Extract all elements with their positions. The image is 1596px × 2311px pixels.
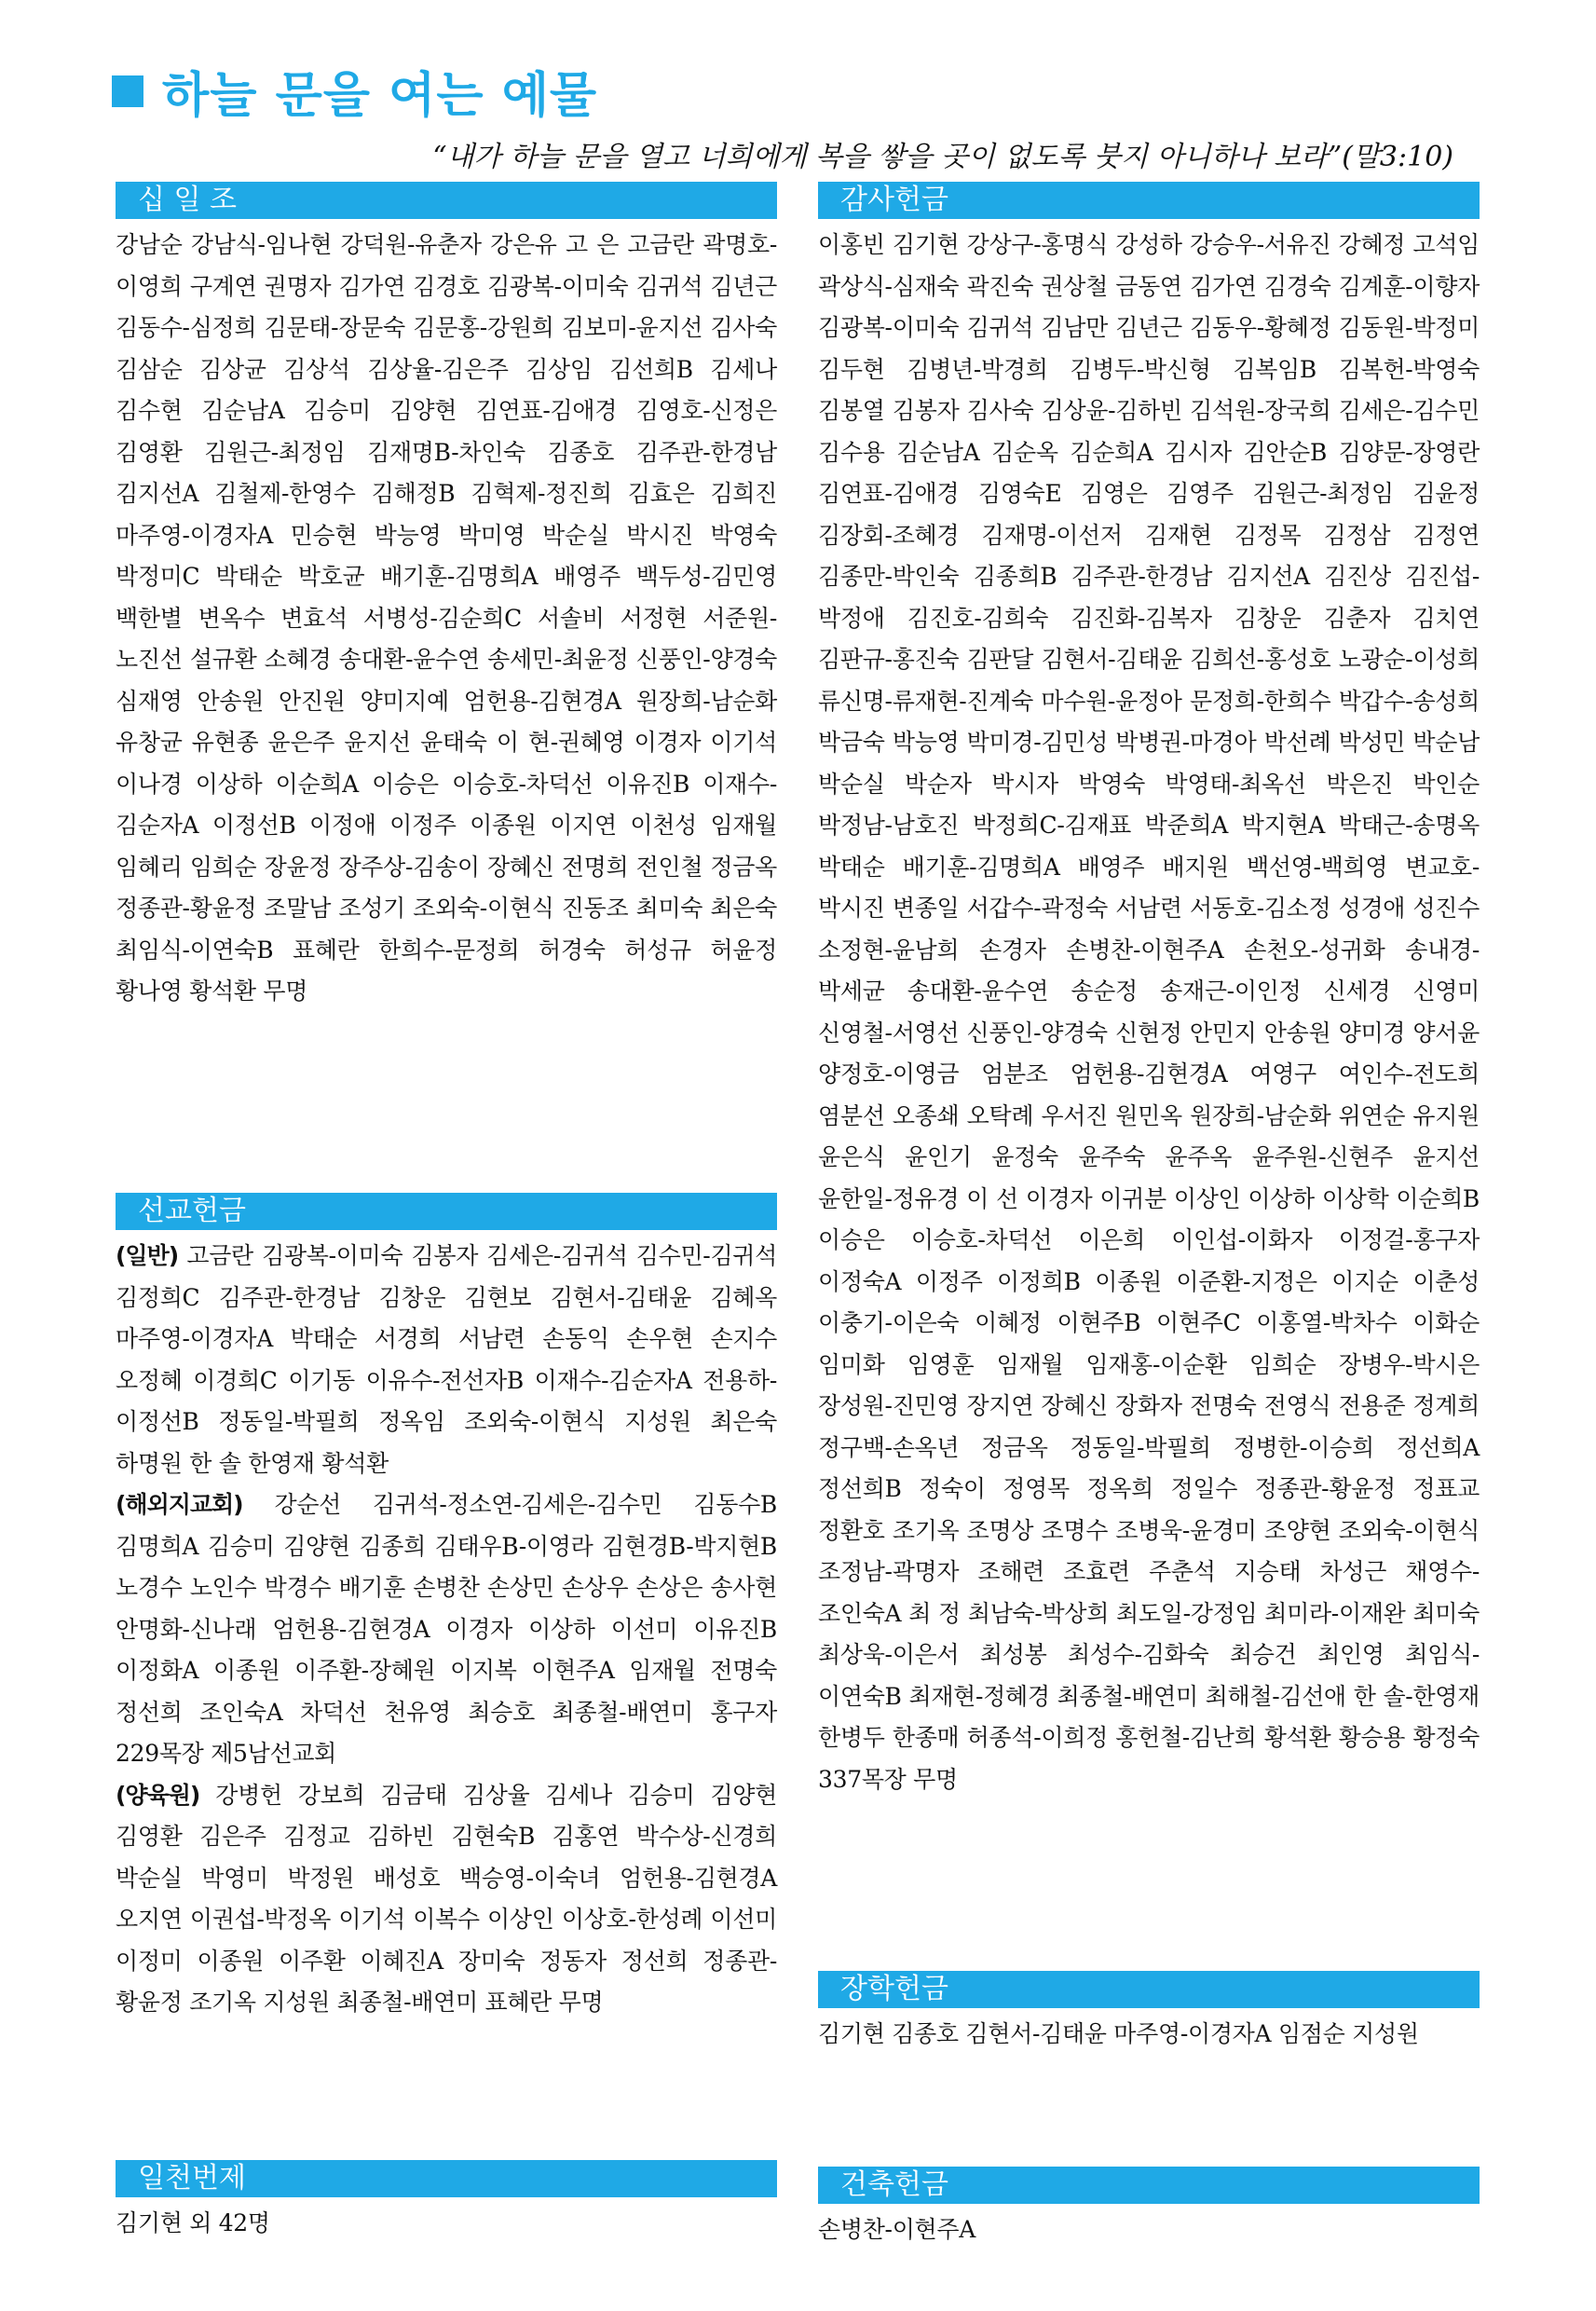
page-header bbox=[112, 56, 1491, 174]
thanksgiving-names: 이홍빈 김기현 강상구-홍명식 강성하 강승우-서유진 강혜정 고석임 곽상식-심재숙 곽진숙 권상철 금동연 김가연 김경숙 김계훈-이향자 김광복-이미숙 김귀석 김남만 김년근 김동우-황혜정 김동원-박정미 김두현 김병년-박경희 김병두-박신형 김복임B 김복헌-박영숙 김봉열 김봉자 김사숙 김상윤-김하빈 김석원-장국희 김세은-김수민 김수용 김순남A 김순옥 김순희A 김시자 김안순B 김양문-장영란 김연표-김애경 김영숙E 김영은 김영주 김원근-최정임 김윤정 김장회-조혜경 김재명-이선저 김재현 김정목 김정삼 김정연 김종만-박인숙 김종희B 김주관-한경남 김지선A 김진상 김진섭-박정애 김진호-김희숙 김진화-김복자 김창운 김춘자 김치연 김판규-홍진숙 김판달 김현서-김태윤 김희선-홍성호 노광순-이성희 류신명-류재현-진계숙 마수원-윤정아 문정희-한희수 박갑수-송성희 박금숙 박능영 박미경-김민성 박병권-마경아 박선례 박성민 박순남 박순실 박순자 박시자 박영숙 박영태-최옥선 박은진 박인순 박정남-남호진 박정희C-김재표 박준희A 박지현A 박태근-송명옥 박태순 배기훈-김명희A 배영주 배지원 백선영-백희영 변교호-박시진 변종일 서갑수-곽정숙 서남련 서동호-김소정 성경애 성진수 소정현-윤남희 손경자 손병찬-이현주A 손천오-성귀화 송내경-박세균 송대환-윤수연 송순정 송재근-이인정 신세경 신영미 신영철-서영선 신풍인-양경숙 신현정 안민지 안송원 양미경 양서윤 양정호-이영금 엄분조 엄헌용-김현경A 여영구 여인수-전도희 염분선 오종쇄 오탁례 우서진 원민옥 원장희-남순화 위연순 유지원 윤은식 윤인기 윤정숙 윤주숙 윤주옥 윤주원-신현주 윤지선 윤한일-정유경 이 선 이경자 이귀분 이상인 이상하 이상학 이순희B 이승은 이승호-차덕선 이은희 이인섭-이화자 이정걸-홍구자 이정숙A 이정주 이정희B 이종원 이준환-지정은 이지순 이춘성 이충기-이은숙 이혜정 이현주B 이현주C 이홍열-박차수 이화순 임미화 임영훈 임재월 임재홍-이순환 임희순 장병우-박시은 장성원-진민영 장지연 장혜신 장화자 전명숙 전영식 전용준 정계희 정구백-손옥년 정금옥 정동일-박필희 정병한-이승희 정선희A 정선희B 정숙이 정영목 정옥희 정일수 정종관-황윤정 정표교 정환호 조기옥 조명상 조명수 조병욱-윤경미 조양현 조외숙-이현식 조정남-곽명자 조해련 조효련 주춘석 지승태 차성근 채영수-조인숙A 최 정 최남숙-박상희 최도일-강정임 최미라-이재완 최미숙 최상욱-이은서 최성봉 최성수-김화숙 최승건 최인영 최임식-이연숙B 최재현-정혜경 최종철-배연미 최해철-김선애 한 솔-한영재 한병두 한종매 허종석-이희정 홍헌철-김난희 황석환 황승용 황정숙 337목장 무명 bbox=[818, 231, 1480, 1793]
building-title: 건축헌금 bbox=[818, 2167, 1480, 2204]
mission-group-label: (양육원) bbox=[116, 1781, 200, 1809]
building-names: 손병찬-이현주A bbox=[818, 2216, 976, 2243]
scholarship-section bbox=[818, 1971, 1480, 2056]
mission-group-label: (해외지교회) bbox=[116, 1491, 243, 1518]
mission-group-text: 고금란 김광복-이미숙 김봉자 김세은-김귀석 김수민-김귀석 김정희C 김주관-한경남 김창운 김현보 김현서-김태윤 김혜옥 마주영-이경자A 박태순 서경희 서남련 손동익 손우현 손지수 오정혜 이경희C 이기동 이유수-전선자B 이재수-김순자A 전용하-이정선B 정동일-박필희 정옥임 조외숙-이현식 지성원 최은숙 하명원 한 솔 한영재 황석환 bbox=[116, 1242, 777, 1477]
first-fruits-title: 일천번제 bbox=[116, 2160, 777, 2197]
scholarship-names: 김기현 김종호 김현서-김태윤 마주영-이경자A 임점순 지성원 bbox=[818, 2020, 1419, 2047]
scholarship-title: 장학헌금 bbox=[818, 1971, 1480, 2008]
mission-group-nursery bbox=[116, 1775, 777, 2024]
square-bullet-icon bbox=[112, 75, 143, 107]
mission-title: 선교헌금 bbox=[116, 1193, 777, 1230]
mission-names bbox=[116, 1236, 777, 2024]
mission-group-text: 강병헌 강보희 김금태 김상율 김세나 김승미 김양현 김영환 김은주 김정교 김하빈 김현숙B 김홍연 박수상-신경희 박순실 박영미 박정원 배성호 백승영-이숙녀 엄헌용-김현경A 오지연 이권섭-박정옥 이기석 이복수 이상인 이상호-한성례 이선미 이정미 이종원 이주환 이혜진A 장미숙 정동자 정선희 정종관-황윤정 조기옥 지성원 최종철-배연미 표혜란 무명 bbox=[116, 1781, 777, 2016]
first-fruits-names: 김기현 외 42명 bbox=[116, 2209, 270, 2236]
tithe-names: 강남순 강남식-임나현 강덕원-유춘자 강은유 고 은 고금란 곽명호-이영희 구계연 권명자 김가연 김경호 김광복-이미숙 김귀석 김년근 김동수-심정희 김문태-장문숙 김문홍-강원희 김보미-윤지선 김사숙 김삼순 김상균 김상석 김상율-김은주 김상임 김선희B 김세나 김수현 김순남A 김승미 김양현 김연표-김애경 김영호-신정은 김영환 김원근-최정임 김재명B-차인숙 김종호 김주관-한경남 김지선A 김철제-한영수 김해정B 김혁제-정진희 김효은 김희진 마주영-이경자A 민승현 박능영 박미영 박순실 박시진 박영숙 박정미C 박태순 박호균 배기훈-김명희A 배영주 백두성-김민영 백한별 변옥수 변효석 서병성-김순희C 서솔비 서정현 서준원-노진선 설규환 소혜경 송대환-윤수연 송세민-최윤정 신풍인-양경숙 심재영 안송원 안진원 양미지예 엄헌용-김현경A 원장희-남순화 유창균 유현종 윤은주 윤지선 윤태숙 이 현-권혜영 이경자 이기석 이나경 이상하 이순희A 이승은 이승호-차덕선 이유진B 이재수-김순자A 이정선B 이정애 이정주 이종원 이지연 이천성 임재월 임혜리 임희순 장윤정 장주상-김송이 장혜신 전명희 전인철 정금옥 정종관-황윤정 조말남 조성기 조외숙-이현식 진동조 최미숙 최은숙 최임식-이연숙B 표혜란 한희수-문정희 허경숙 허성규 허윤정 황나영 황석환 무명 bbox=[116, 231, 777, 1005]
title-row bbox=[112, 56, 1491, 126]
bible-verse: “내가 하늘 문을 열고 너희에게 복을 쌓을 곳이 없도록 붓지 아니하나 보라”(말3:10) bbox=[432, 141, 1453, 173]
mission-group-overseas bbox=[116, 1484, 777, 1775]
mission-group-text: 강순선 김귀석-정소연-김세은-김수민 김동수B 김명희A 김승미 김양현 김종희 김태우B-이영라 김현경B-박지현B 노경수 노인수 박경수 배기훈 손병찬 손상민 손상우 손상은 송사현 안명화-신나래 엄헌용-김현경A 이경자 이상하 이선미 이유진B 이정화A 이종원 이주환-장혜원 이지복 이현주A 임재월 전명숙 정선희 조인숙A 차덕선 천유영 최승호 최종철-배연미 홍구자 229목장 제5남선교회 bbox=[116, 1491, 777, 1767]
page-title: 하늘 문을 여는 예물 bbox=[162, 68, 598, 124]
mission-group-general bbox=[116, 1236, 777, 1484]
tithe-title: 십 일 조 bbox=[116, 182, 777, 219]
first-fruits-section bbox=[116, 2160, 777, 2245]
thanksgiving-section bbox=[818, 182, 1480, 1800]
thanksgiving-title: 감사헌금 bbox=[818, 182, 1480, 219]
building-section bbox=[818, 2167, 1480, 2251]
mission-section bbox=[116, 1193, 777, 2024]
tithe-section bbox=[116, 182, 777, 1013]
mission-group-label: (일반) bbox=[116, 1242, 179, 1269]
